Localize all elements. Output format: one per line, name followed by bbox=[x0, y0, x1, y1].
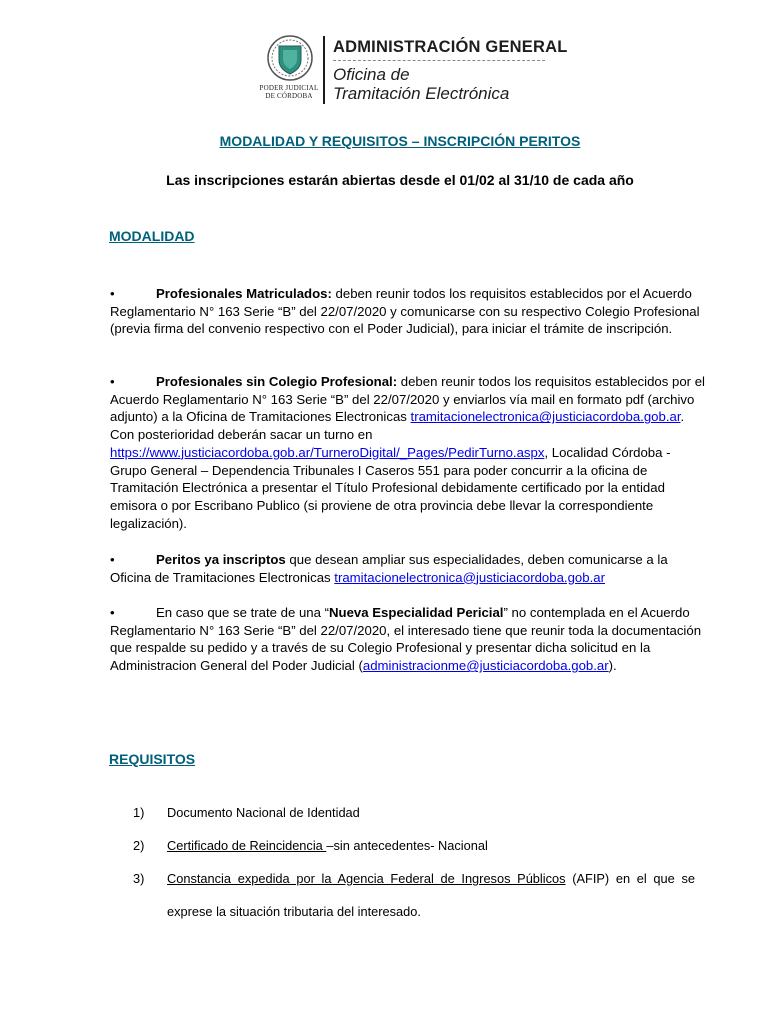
modalidad-heading: MODALIDAD bbox=[109, 228, 195, 244]
header-divider bbox=[323, 36, 325, 104]
bullet: • bbox=[110, 374, 115, 389]
header-subtitle-line1: Oficina de bbox=[333, 65, 410, 84]
header-subtitle-line2: Tramitación Electrónica bbox=[333, 84, 510, 103]
modalidad-paragraph-2: • Profesionales sin Colegio Profesional: deben reunir todos los requisitos establecidos por el Acuerdo Reglamentario N° 163 Serie “B” del 22/07/2020 y enviarlos vía mail en formato pdf (archivo adjunto) a la Oficina de Tramitaciones Electronicas tramitacionelectronica@justiciacordoba.gob.ar. Con posterioridad deberán sacar un turno en https://www.justiciacordoba.gob.ar/TurneroDigital/_Pages/PedirTurno.aspx, Localidad Córdoba - Grupo General – Dependencia Tribunales I Caseros 551 para poder concurrir a la oficina de Tramitación Electrónica a presentar el Título Profesional debidamente certificado por la entidad emisora o por Escribano Publico (si proviene de otra provincia debe llevar la correspondiente legalización). bbox=[110, 374, 705, 531]
shield-emblem-icon bbox=[258, 34, 322, 82]
email-link-administracion[interactable]: administracionme@justiciacordoba.gob.ar bbox=[362, 658, 609, 674]
bullet: • bbox=[110, 552, 115, 567]
modalidad-paragraph-1: • Profesionales Matriculados: deben reunir todos los requisitos establecidos por el Acuerdo Reglamentario N° 163 Serie “B” del 22/07/2020 y comunicarse con su respectivo Colegio Profesional (previa firma del convenio respectivo con el Poder Judicial), para iniciar el trámite de inscripción. bbox=[110, 286, 700, 337]
bullet: • bbox=[110, 605, 115, 620]
email-link-tramitacion[interactable]: tramitacionelectronica@justiciacordoba.gob.ar bbox=[410, 409, 681, 425]
modalidad-paragraph-4: • En caso que se trate de una “Nueva Especialidad Pericial” no contemplada en el Acuerdo Reglamentario N° 163 Serie “B” del 22/07/2020, el interesado tiene que reunir toda la documentación que respalde su pedido y a través de su Colegio Profesional y presentar dicha solicitud en la Administracion General del Poder Judicial (administracionme@justiciacordoba.gob.ar). bbox=[110, 605, 702, 674]
modalidad-paragraph-3: • Peritos ya inscriptos que desean ampliar sus especialidades, deben comunicarse a la Oficina de Tramitaciones Electronicas tramitacionelectronica@justiciacordoba.gob.ar bbox=[110, 552, 668, 585]
bullet: • bbox=[110, 286, 115, 301]
header-dashed-line bbox=[333, 60, 545, 61]
logo-caption: PODER JUDICIAL DE CÓRDOBA bbox=[259, 84, 319, 100]
document-title: MODALIDAD Y REQUISITOS – INSCRIPCIÓN PERITOS bbox=[219, 133, 581, 149]
document-subtitle: Las inscripciones estarán abiertas desde el 01/02 al 31/10 de cada año bbox=[166, 172, 634, 188]
turnero-digital-link[interactable]: https://www.justiciacordoba.gob.ar/TurneroDigital/_Pages/PedirTurno.aspx bbox=[110, 444, 545, 460]
email-link-tramitacion-2[interactable]: tramitacionelectronica@justiciacordoba.gob.ar bbox=[334, 569, 605, 585]
header-title: ADMINISTRACIÓN GENERAL bbox=[333, 38, 568, 56]
requisitos-heading: REQUISITOS bbox=[109, 751, 196, 767]
